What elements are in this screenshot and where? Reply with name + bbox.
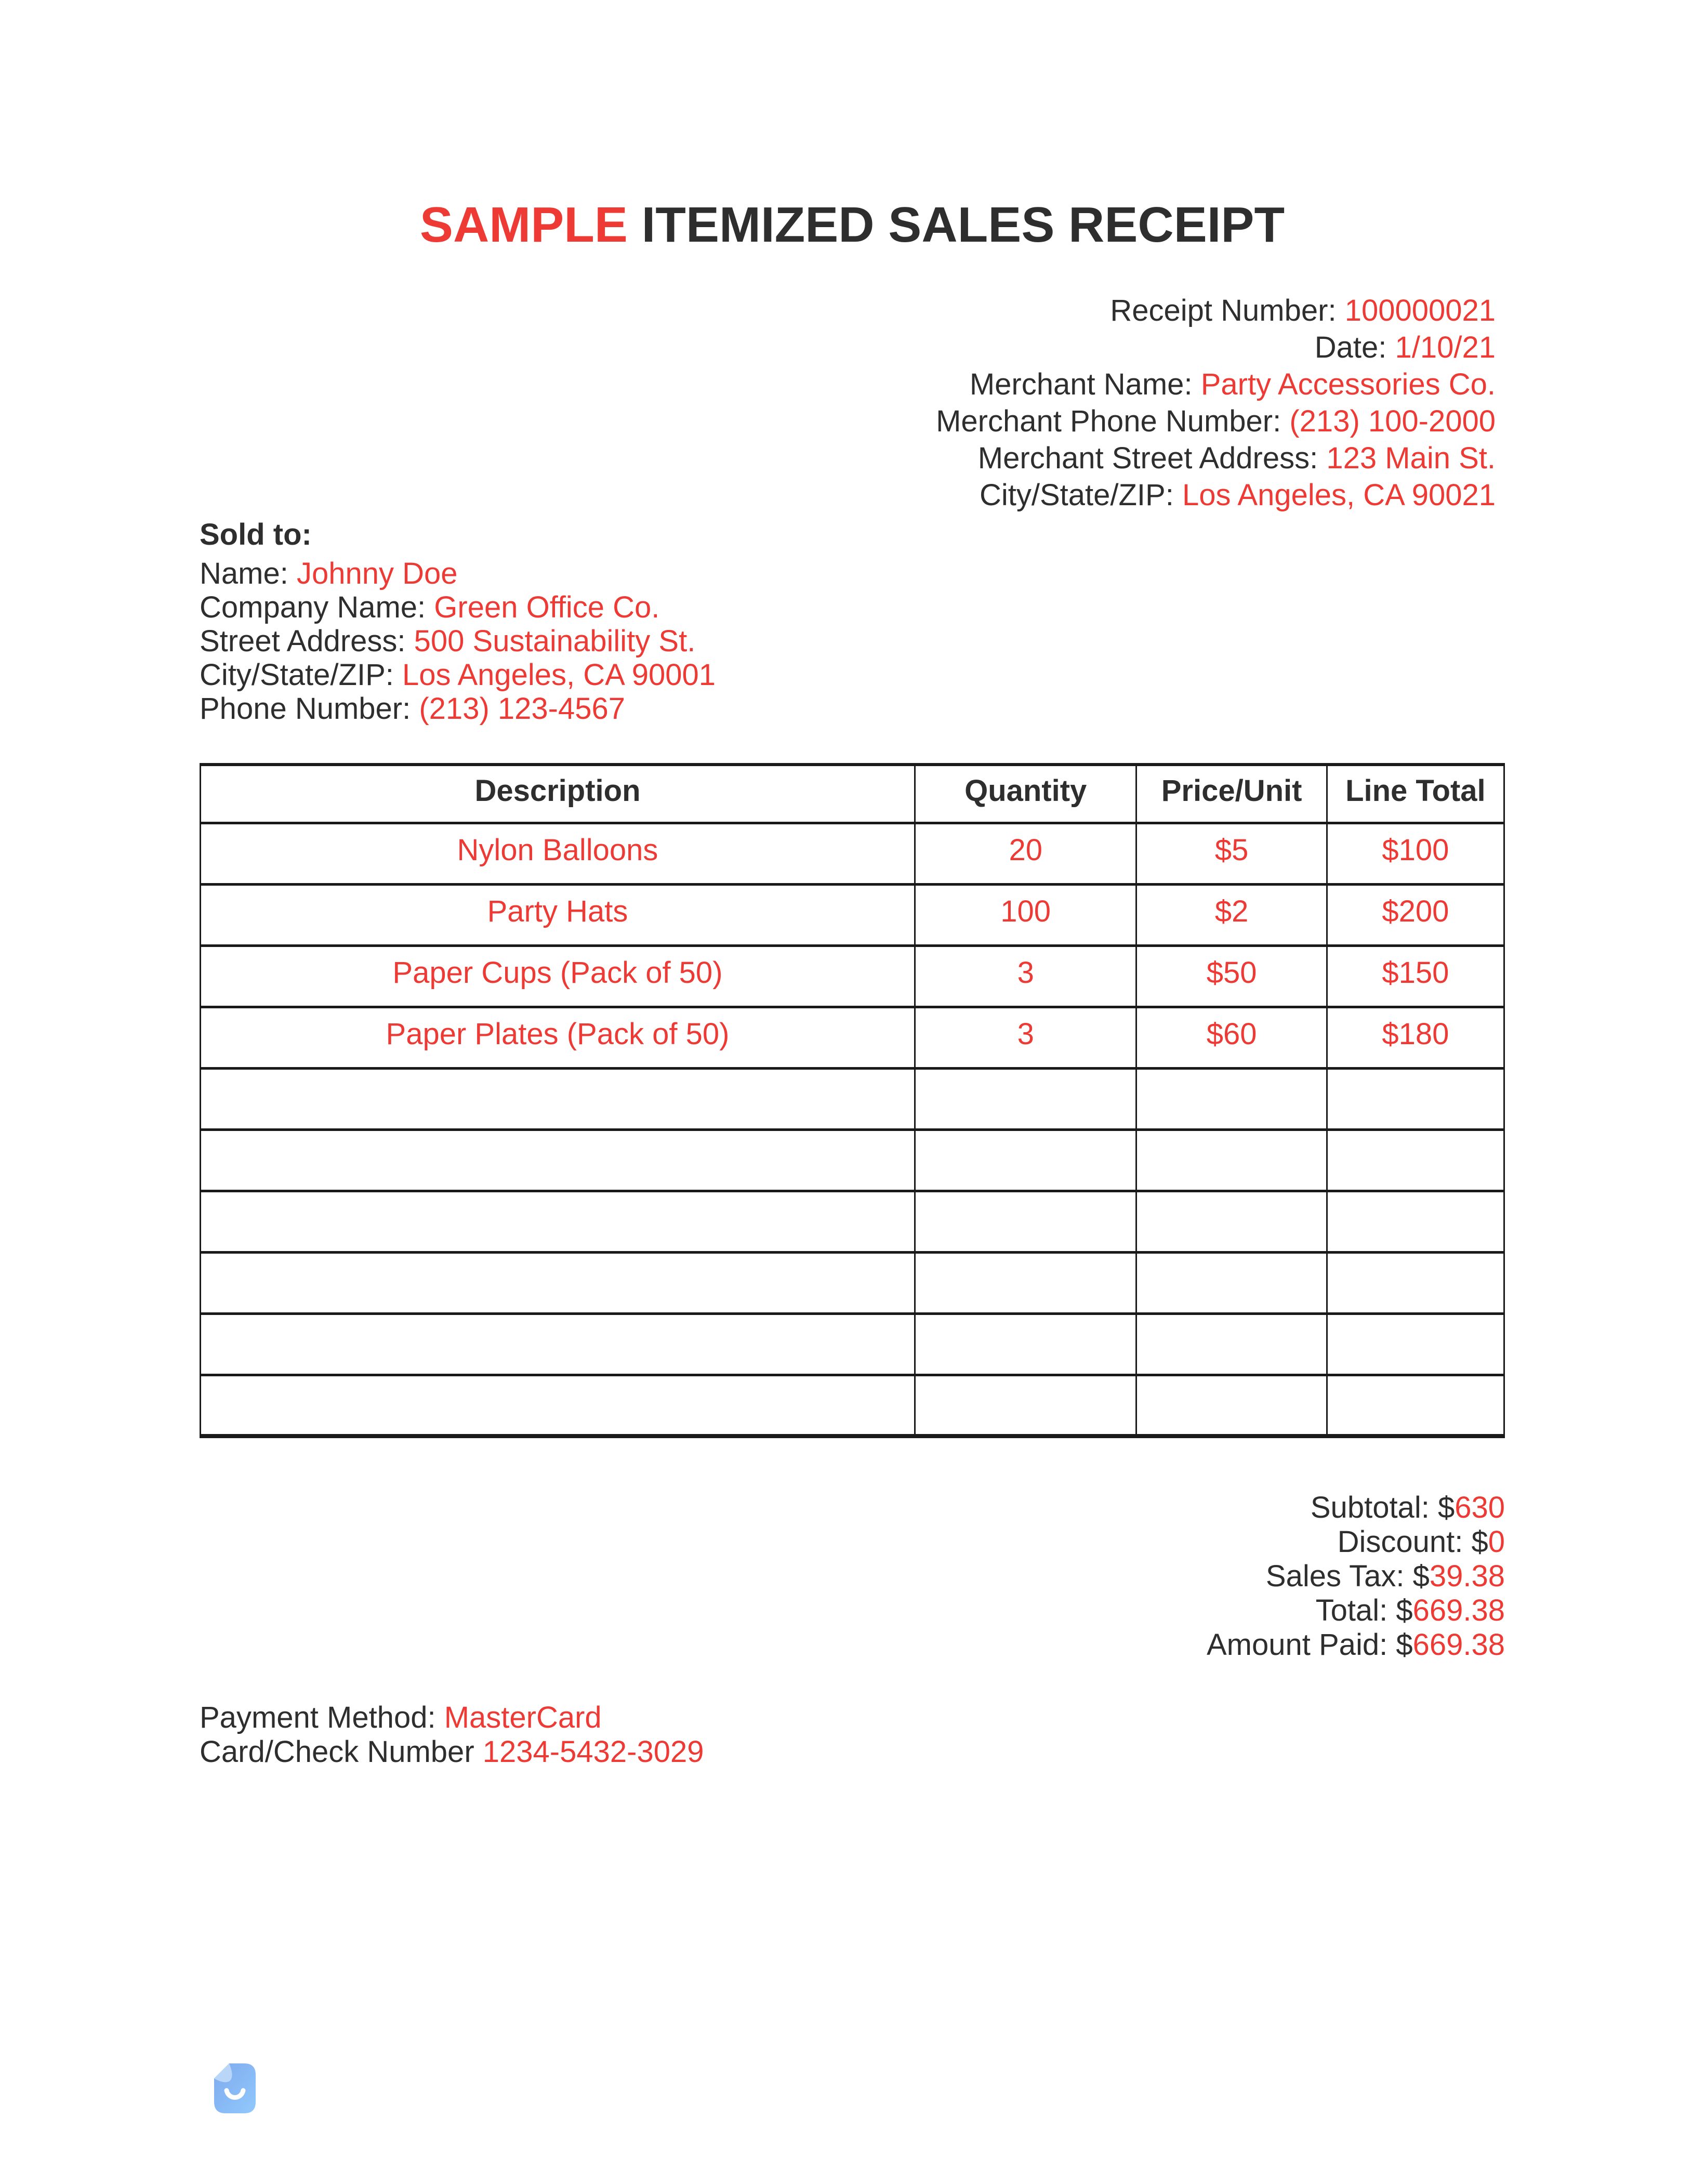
title-rest: ITEMIZED SALES RECEIPT bbox=[641, 197, 1285, 253]
empty-table-row bbox=[201, 1068, 1504, 1129]
buyer-company-line bbox=[200, 590, 716, 624]
buyer-phone-line bbox=[200, 692, 716, 726]
empty-cell bbox=[915, 1252, 1136, 1313]
discount-value: 0 bbox=[1488, 1525, 1505, 1559]
merchant-phone-label: Merchant Phone Number: bbox=[936, 404, 1281, 438]
cell-price-unit: $5 bbox=[1136, 823, 1327, 884]
table-row bbox=[201, 1007, 1504, 1068]
sold-to-fields bbox=[200, 557, 716, 726]
cell-price-unit: $2 bbox=[1136, 884, 1327, 945]
page-title bbox=[200, 196, 1505, 254]
empty-table-row bbox=[201, 1191, 1504, 1252]
logo-document-shape bbox=[214, 2063, 256, 2113]
empty-cell bbox=[1136, 1375, 1327, 1436]
subtotal-line bbox=[200, 1491, 1505, 1525]
empty-cell bbox=[915, 1375, 1136, 1436]
sold-to-block bbox=[200, 517, 716, 726]
merchant-city-value: Los Angeles, CA 90021 bbox=[1182, 478, 1496, 512]
merchant-name-value: Party Accessories Co. bbox=[1200, 367, 1496, 401]
cell-quantity: 3 bbox=[915, 1007, 1136, 1068]
header-line-total: Line Total bbox=[1327, 765, 1504, 823]
receipt-content bbox=[200, 0, 1505, 2184]
buyer-name-line bbox=[200, 557, 716, 590]
empty-cell bbox=[1136, 1252, 1327, 1313]
subtotal-currency: $ bbox=[1437, 1491, 1455, 1524]
items-table bbox=[200, 763, 1505, 1438]
empty-cell bbox=[1136, 1068, 1327, 1129]
table-row bbox=[201, 823, 1504, 884]
merchant-name-label: Merchant Name: bbox=[969, 367, 1193, 401]
cell-line-total: $100 bbox=[1327, 823, 1504, 884]
buyer-phone-value: (213) 123-4567 bbox=[419, 692, 625, 726]
card-number-label: Card/Check Number bbox=[200, 1735, 474, 1769]
header-description: Description bbox=[201, 765, 915, 823]
date-label: Date: bbox=[1314, 331, 1387, 364]
cell-description: Nylon Balloons bbox=[201, 823, 915, 884]
card-number-value: 1234-5432-3029 bbox=[482, 1735, 704, 1769]
total-value: 669.38 bbox=[1412, 1594, 1505, 1627]
cell-line-total: $150 bbox=[1327, 945, 1504, 1007]
cell-quantity: 100 bbox=[915, 884, 1136, 945]
logo-folded-corner bbox=[214, 2063, 232, 2082]
total-line bbox=[200, 1594, 1505, 1628]
empty-cell bbox=[201, 1191, 915, 1252]
buyer-city-value: Los Angeles, CA 90001 bbox=[402, 658, 716, 692]
empty-cell bbox=[201, 1129, 915, 1191]
empty-cell bbox=[201, 1375, 915, 1436]
merchant-phone-value: (213) 100-2000 bbox=[1289, 404, 1496, 438]
header-price-unit: Price/Unit bbox=[1136, 765, 1327, 823]
cell-line-total: $200 bbox=[1327, 884, 1504, 945]
empty-table-row bbox=[201, 1375, 1504, 1436]
cell-description: Paper Cups (Pack of 50) bbox=[201, 945, 915, 1007]
merchant-city-label: City/State/ZIP: bbox=[979, 478, 1174, 512]
empty-cell bbox=[915, 1129, 1136, 1191]
amount-paid-value: 669.38 bbox=[1412, 1628, 1505, 1662]
empty-cell bbox=[1327, 1191, 1504, 1252]
merchant-info-block bbox=[200, 292, 1505, 514]
cell-line-total: $180 bbox=[1327, 1007, 1504, 1068]
payment-block bbox=[200, 1701, 704, 1769]
payment-method-line bbox=[200, 1701, 704, 1735]
buyer-city-line bbox=[200, 658, 716, 692]
empty-cell bbox=[1327, 1313, 1504, 1375]
sales-tax-value: 39.38 bbox=[1429, 1559, 1505, 1593]
discount-label: Discount: bbox=[1337, 1525, 1463, 1559]
amount-paid-currency: $ bbox=[1396, 1628, 1413, 1662]
total-label: Total: bbox=[1315, 1594, 1388, 1627]
cell-quantity: 3 bbox=[915, 945, 1136, 1007]
buyer-city-label: City/State/ZIP: bbox=[200, 658, 394, 692]
buyer-name-value: Johnny Doe bbox=[296, 557, 458, 590]
buyer-phone-label: Phone Number: bbox=[200, 692, 411, 726]
empty-cell bbox=[1327, 1252, 1504, 1313]
document-smile-logo bbox=[213, 2062, 257, 2114]
empty-table-row bbox=[201, 1313, 1504, 1375]
sales-tax-label: Sales Tax: bbox=[1265, 1559, 1405, 1593]
title-sample-word: SAMPLE bbox=[419, 197, 628, 253]
totals-block bbox=[200, 1491, 1505, 1662]
empty-table-row bbox=[201, 1252, 1504, 1313]
merchant-address-value: 123 Main St. bbox=[1326, 441, 1496, 475]
date-line bbox=[200, 329, 1496, 366]
receipt-number-label: Receipt Number: bbox=[1110, 294, 1337, 327]
card-number-line bbox=[200, 1735, 704, 1769]
buyer-address-line bbox=[200, 624, 716, 658]
amount-paid-label: Amount Paid: bbox=[1207, 1628, 1388, 1662]
table-row bbox=[201, 884, 1504, 945]
sold-to-heading: Sold to: bbox=[200, 518, 312, 551]
buyer-address-label: Street Address: bbox=[200, 624, 406, 658]
empty-table-row bbox=[201, 1129, 1504, 1191]
total-currency: $ bbox=[1396, 1594, 1413, 1627]
empty-cell bbox=[201, 1313, 915, 1375]
subtotal-value: 630 bbox=[1455, 1491, 1505, 1524]
empty-cell bbox=[915, 1313, 1136, 1375]
sales-tax-line bbox=[200, 1559, 1505, 1594]
buyer-name-label: Name: bbox=[200, 557, 288, 590]
empty-cell bbox=[915, 1068, 1136, 1129]
cell-price-unit: $50 bbox=[1136, 945, 1327, 1007]
discount-currency: $ bbox=[1471, 1525, 1488, 1559]
sales-tax-currency: $ bbox=[1412, 1559, 1430, 1593]
table-header-row bbox=[201, 765, 1504, 823]
cell-description: Paper Plates (Pack of 50) bbox=[201, 1007, 915, 1068]
date-value: 1/10/21 bbox=[1395, 331, 1496, 364]
buyer-company-label: Company Name: bbox=[200, 590, 426, 624]
table-row bbox=[201, 945, 1504, 1007]
subtotal-label: Subtotal: bbox=[1310, 1491, 1430, 1524]
merchant-address-line bbox=[200, 440, 1496, 477]
merchant-city-line bbox=[200, 477, 1496, 514]
discount-line bbox=[200, 1525, 1505, 1559]
empty-cell bbox=[1136, 1191, 1327, 1252]
cell-quantity: 20 bbox=[915, 823, 1136, 884]
empty-cell bbox=[1136, 1129, 1327, 1191]
buyer-company-value: Green Office Co. bbox=[434, 590, 660, 624]
empty-cell bbox=[1327, 1129, 1504, 1191]
empty-cell bbox=[1327, 1375, 1504, 1436]
merchant-phone-line bbox=[200, 403, 1496, 440]
cell-description: Party Hats bbox=[201, 884, 915, 945]
amount-paid-line bbox=[200, 1628, 1505, 1662]
receipt-number-value: 100000021 bbox=[1344, 294, 1496, 327]
header-quantity: Quantity bbox=[915, 765, 1136, 823]
receipt-number-line bbox=[200, 292, 1496, 329]
payment-method-value: MasterCard bbox=[444, 1701, 602, 1734]
empty-cell bbox=[915, 1191, 1136, 1252]
cell-price-unit: $60 bbox=[1136, 1007, 1327, 1068]
empty-cell bbox=[1327, 1068, 1504, 1129]
buyer-address-value: 500 Sustainability St. bbox=[414, 624, 696, 658]
empty-cell bbox=[1136, 1313, 1327, 1375]
payment-method-label: Payment Method: bbox=[200, 1701, 436, 1734]
merchant-name-line bbox=[200, 366, 1496, 403]
empty-cell bbox=[201, 1068, 915, 1129]
merchant-address-label: Merchant Street Address: bbox=[977, 441, 1318, 475]
empty-cell bbox=[201, 1252, 915, 1313]
